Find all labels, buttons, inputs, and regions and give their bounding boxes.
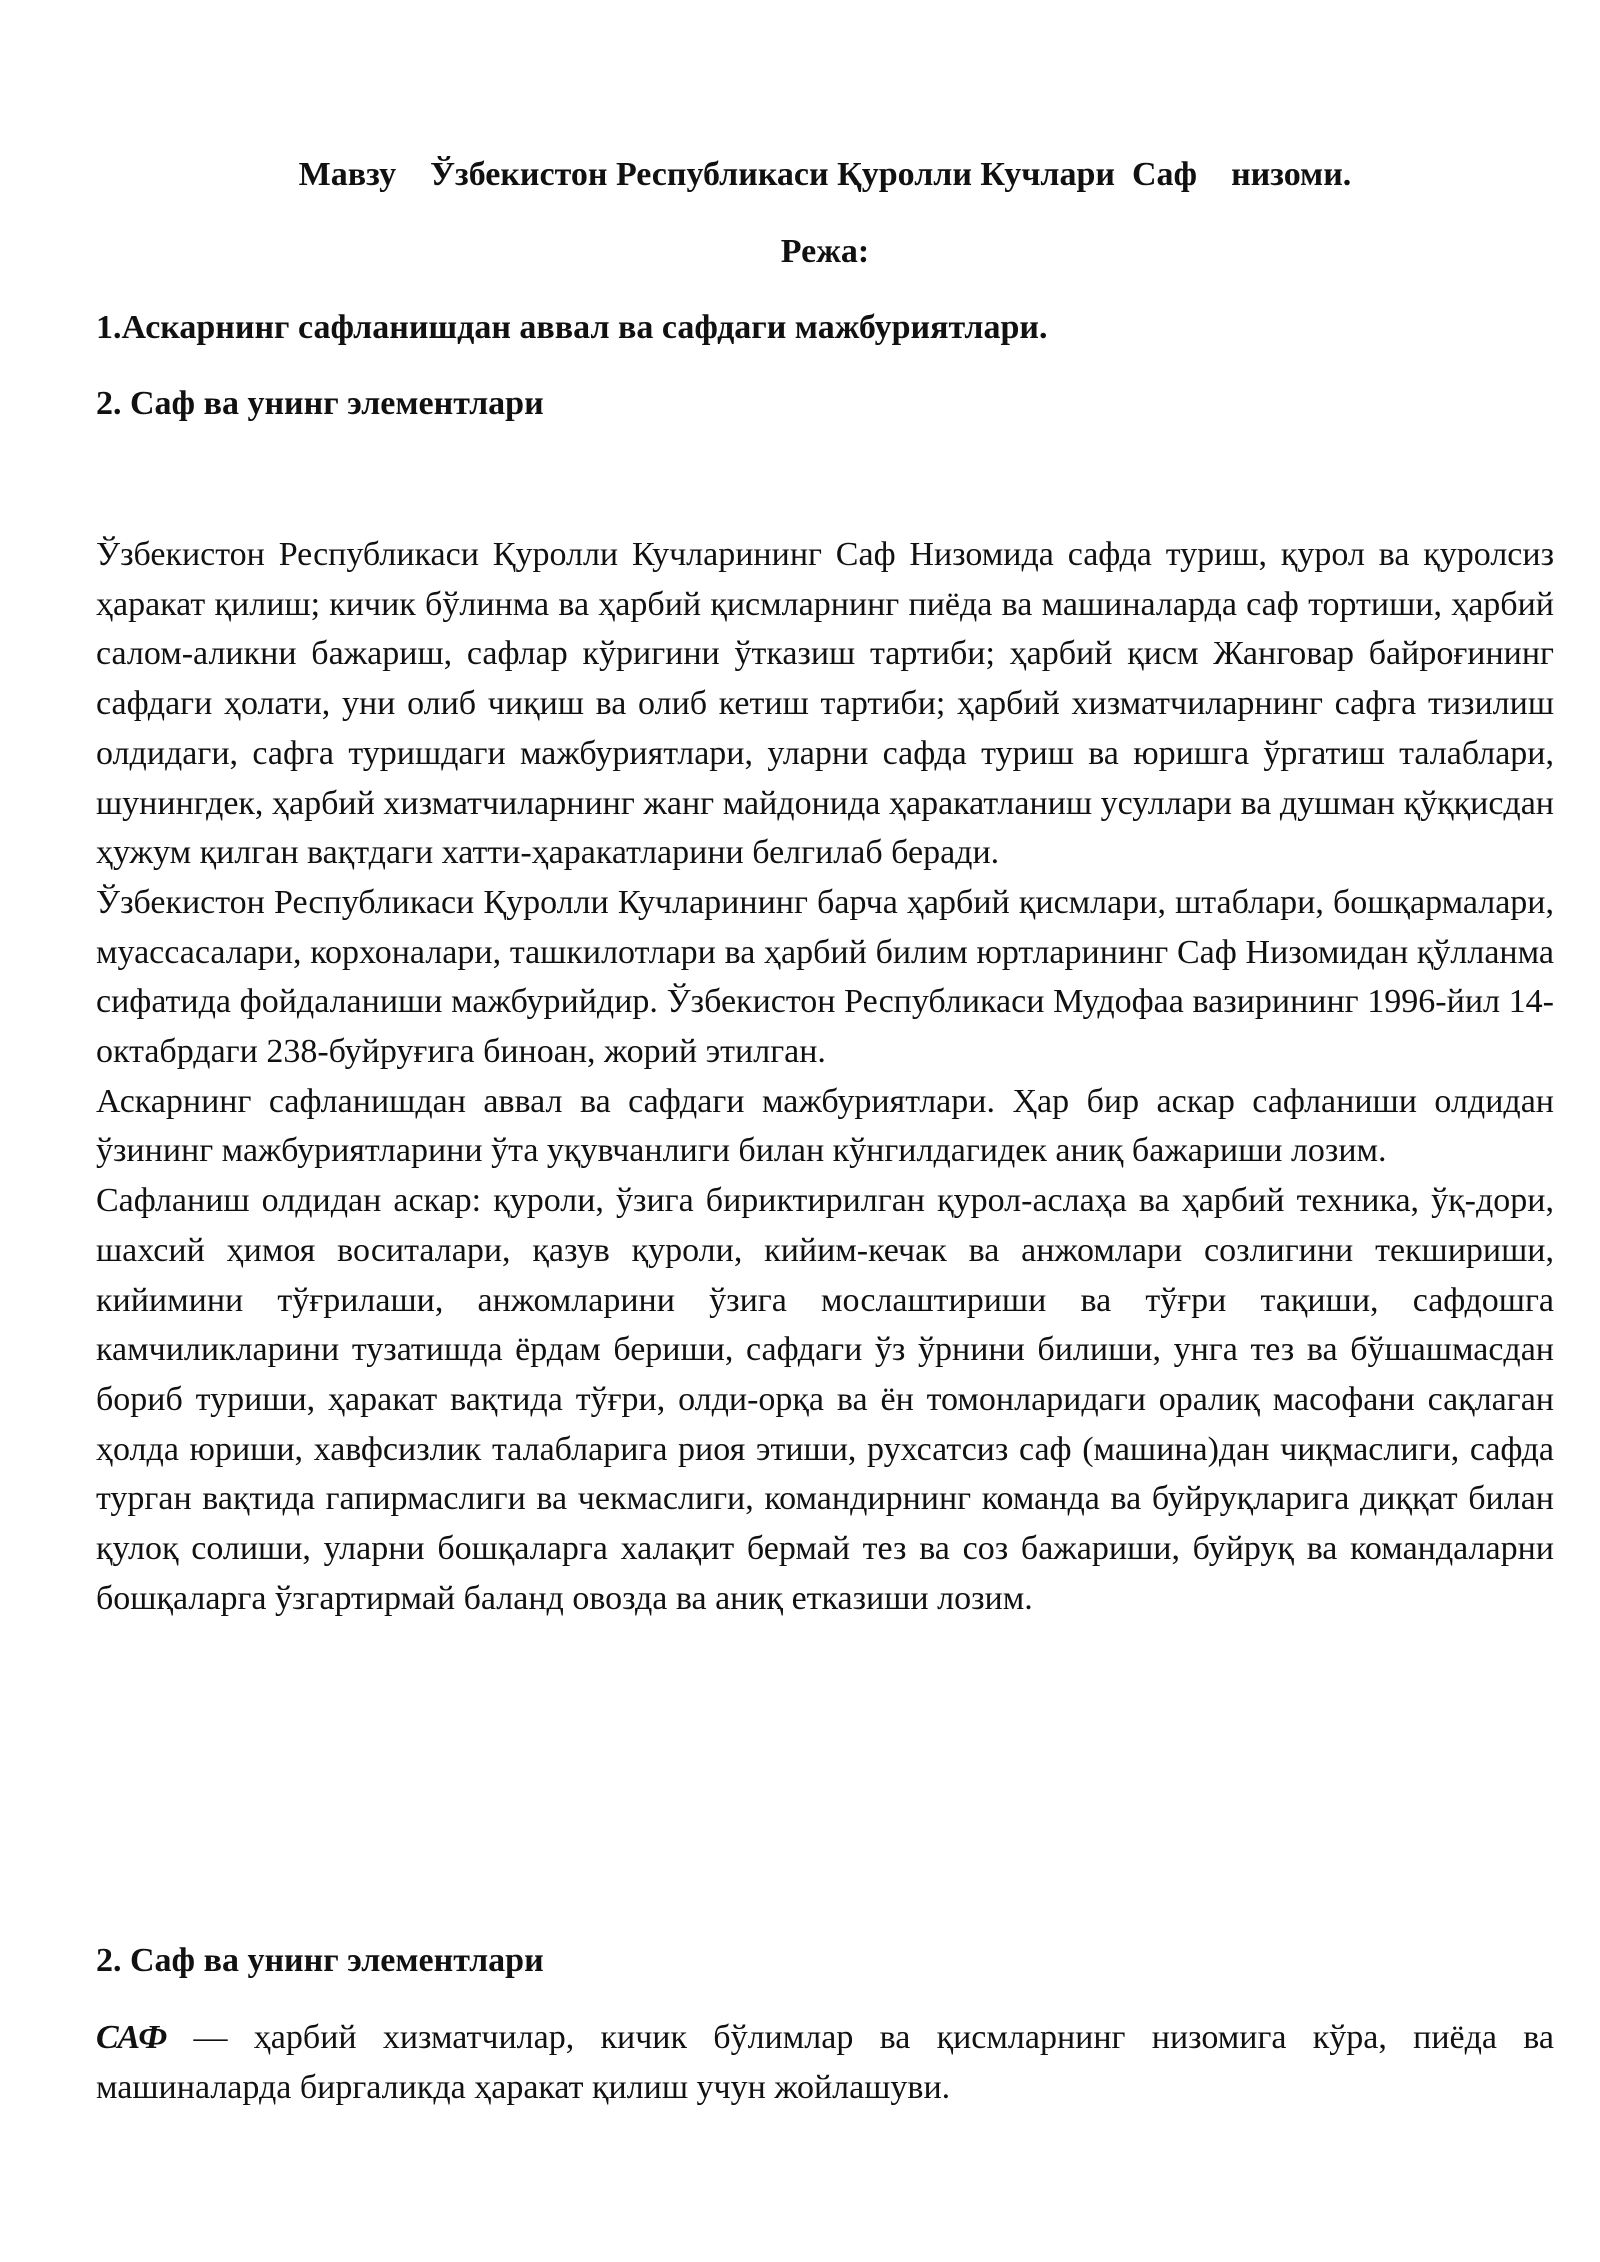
document-title: Мавзу Ўзбекистон Республикаси Қуролли Кучлари Саф низоми. xyxy=(298,156,1352,193)
plan-item: 1.Аскарнинг сафланишдан аввал ва сафдаги мажбуриятлари. xyxy=(96,309,1048,346)
paragraph-usage: Ўзбекистон Республикаси Қуролли Кучларининг барча ҳарбий қисмлари, штаблари, бошқармалари, муассасалари, корхоналари, ташкилотлари ва ҳарбий билим юртларининг Саф Низомидан қўлланма сифатида фойдаланиши мажбурийдир. Ўзбекистон Республикаси Мудофаа вазирининг 1996-йил 14-октабрдаги 238-буйруғига биноан, жорий этилган. xyxy=(96,883,1554,1071)
paragraph-intro: Ўзбекистон Республикаси Қуролли Кучларининг Саф Низомида сафда туриш, қурол ва қуролсиз ҳаракат қилиш; кичик бўлинма ва ҳарбий қисмларнинг пиёда ва машиналарда саф тортиши, ҳарбий салом-аликни бажариш, сафлар кўригини ўтказиш тартиби; ҳарбий қисм Жанговар байроғининг сафдаги ҳолати, уни олиб чиқиш ва олиб кетиш тартиби; ҳарбий хизматчиларнинг сафга тизилиш олдидаги, сафга туришдаги мажбуриятлари, уларни сафда туриш ва юришга ўргатиш талаблари, шунингдек, ҳарбий хизматчиларнинг жанг майдонида ҳаракатланиш усуллари ва душман қўққисдан ҳужум қилган вақтдаги хатти-ҳаракатларини белгилаб беради. xyxy=(96,536,1554,872)
definition-term: САФ xyxy=(96,2019,168,2056)
plan-item: 2. Саф ва унинг элементлари xyxy=(96,385,544,422)
paragraph-duties: Аскарнинг сафланишдан аввал ва сафдаги мажбуриятлари. Ҳар бир аскар сафланиши олдидан ўзининг мажбуриятларини ўта уқувчанлиги билан кўнгилдагидек аниқ бажариши лозим. xyxy=(96,1082,1554,1170)
definition-text: — ҳарбий хизматчилар, кичик бўлимлар ва қисмларнинг низомига кўра, пиёда ва машиналарда биргаликда ҳаракат қилиш учун жойлашуви. xyxy=(96,2019,1554,2106)
body-text xyxy=(96,530,1554,1623)
paragraph-before-formation: Сафланиш олдидан аскар: қуроли, ўзига бириктирилган қурол-аслаҳа ва ҳарбий техника, ўқ-дори, шахсий ҳимоя воситалари, қазув қуроли, кийим-кечак ва анжомлари созлигини текшириши, кийимини тўғрилаши, анжомларини ўзига мослаштириши ва тўғри тақиши, сафдошга камчиликларини тузатишда ёрдам бериши, сафдаги ўз ўрнини билиши, унга тез ва бўшашмасдан бориб туриши, ҳаракат вақтида тўғри, олди-орқа ва ён томонларидаги оралиқ масофани сақлаган ҳолда юриши, хавфсизлик талабларига риоя этиши, рухсатсиз саф (машина)дан чиқмаслиги, сафда турган вақтида гапирмаслиги ва чекмаслиги, командирнинг команда ва буйруқларига диққат билан қулоқ солиши, уларни бошқаларга халақит бермай тез ва соз бажариши, буйруқ ва командаларни бошқаларга ўзгартирмай баланд овозда ва аниқ етказиши лозим. xyxy=(96,1182,1554,1617)
definition-paragraph xyxy=(96,2013,1554,2113)
section-heading: 2. Саф ва унинг элементлари xyxy=(96,1942,544,1979)
plan-heading: Режа: xyxy=(780,233,870,270)
